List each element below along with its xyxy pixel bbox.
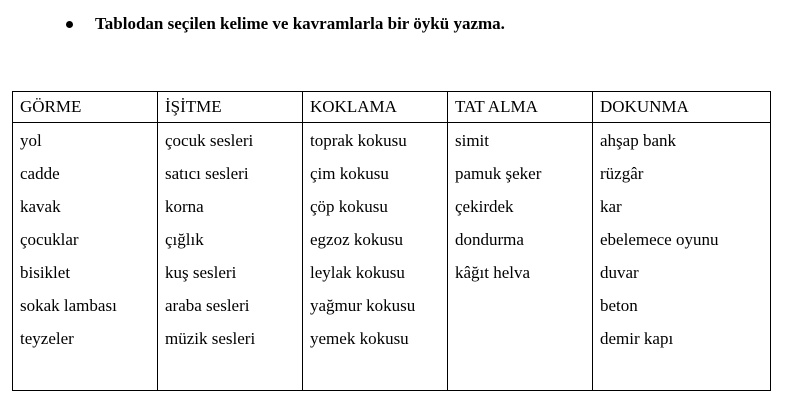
list-item: pamuk şeker — [455, 164, 542, 183]
list-item: yemek kokusu — [310, 329, 409, 348]
list-item: çim kokusu — [310, 164, 389, 183]
senses-table — [12, 91, 771, 391]
list-item: teyzeler — [20, 329, 74, 348]
list-item: demir kapı — [600, 329, 674, 348]
header-isitme: İŞİTME — [158, 92, 303, 123]
list-item: kar — [600, 197, 622, 216]
list-item: satıcı sesleri — [165, 164, 249, 183]
list-item: egzoz kokusu — [310, 230, 404, 249]
list-item: ebelemece oyunu — [600, 230, 719, 249]
list-item: bisiklet — [20, 263, 71, 282]
list-item: ahşap bank — [600, 131, 677, 150]
list-item: kâğıt helva — [455, 263, 531, 282]
header-koklama: KOKLAMA — [303, 92, 448, 123]
list-item: duvar — [600, 263, 639, 282]
column-koklama — [303, 123, 448, 391]
list-item: yağmur kokusu — [310, 296, 416, 315]
list-item: çocuk sesleri — [165, 131, 254, 150]
list-item: beton — [600, 296, 638, 315]
list-item: leylak kokusu — [310, 263, 405, 282]
list-item: cadde — [20, 164, 60, 183]
list-item: rüzgâr — [600, 164, 644, 183]
column-isitme — [158, 123, 303, 391]
header-dokunma: DOKUNMA — [593, 92, 771, 123]
bullet-icon — [66, 21, 73, 28]
list-item: dondurma — [455, 230, 524, 249]
column-gorme — [13, 123, 158, 391]
list-item: toprak kokusu — [310, 131, 407, 150]
column-tat-alma — [448, 123, 593, 391]
list-item: çocuklar — [20, 230, 79, 249]
list-item: çöp kokusu — [310, 197, 388, 216]
table-row — [13, 123, 771, 391]
list-item: çekirdek — [455, 197, 514, 216]
list-item: kavak — [20, 197, 61, 216]
list-item: çığlık — [165, 230, 204, 249]
list-item: korna — [165, 197, 204, 216]
list-item: araba sesleri — [165, 296, 250, 315]
list-item: müzik sesleri — [165, 329, 256, 348]
header-tat-alma: TAT ALMA — [448, 92, 593, 123]
list-item: yol — [20, 131, 42, 150]
list-item: simit — [455, 131, 490, 150]
list-item: sokak lambası — [20, 296, 117, 315]
table-header-row — [13, 92, 771, 123]
header-gorme: GÖRME — [13, 92, 158, 123]
list-item: kuş sesleri — [165, 263, 237, 282]
instruction-text: Tablodan seçilen kelime ve kavramlarla bir öykü yazma. — [95, 14, 505, 33]
instruction-line — [66, 13, 505, 35]
column-dokunma — [593, 123, 771, 391]
